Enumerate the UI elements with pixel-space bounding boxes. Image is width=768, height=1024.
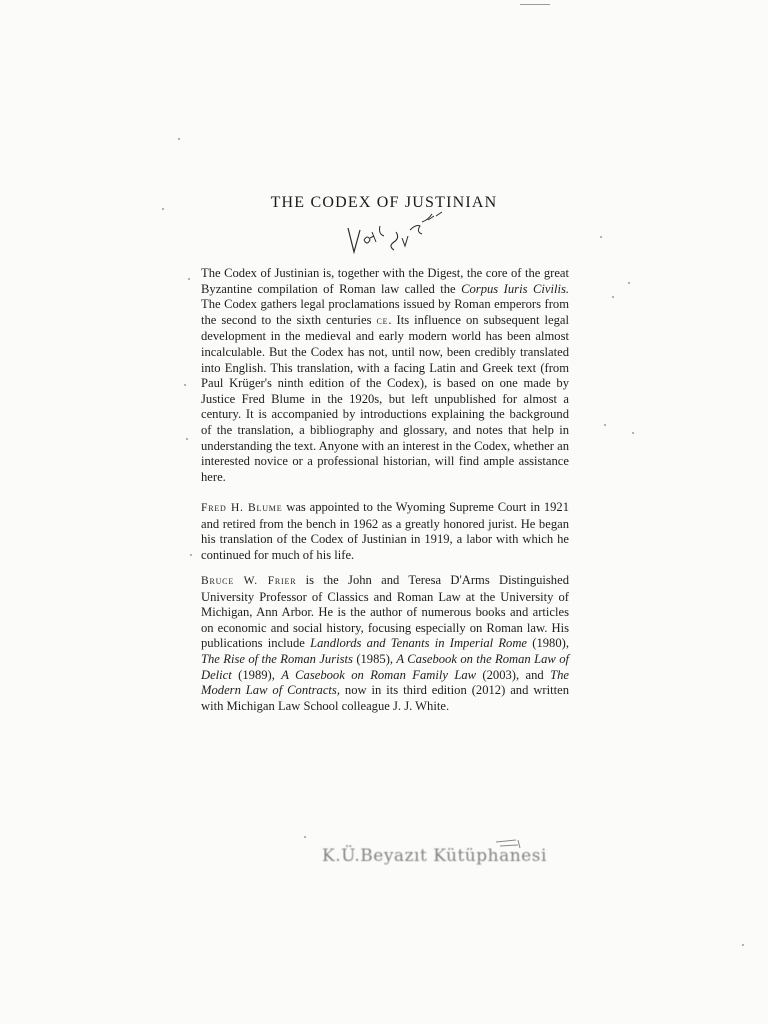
- scan-speck: [600, 236, 602, 238]
- scan-speck: [742, 944, 744, 946]
- author-bio-blume-text: was appointed to the Wyoming Supreme Court in 1921 and retired from the bench in 1962 as a greatly honored jurist. He began his translation of the Codex of Justinian in 1919, a labor with which he continued for much of his life.: [201, 500, 570, 562]
- bio-frier-text-2: (1980),: [527, 636, 569, 651]
- book-title-1: Landlords and Tenants in Imperial Rome: [310, 636, 528, 651]
- description-text-3: . Its influence on subsequent legal development in the medieval and early modern world has been almost incalculable. But the Codex has not, until now, been credibly translated into English. This translation, with a facing Latin and Greek text (from Paul Krüger's ninth edition of the Codex), is based on one made by Justice Fred Blume in the 1920s, but left unpublished for almost a century. It is accompanied by introductions explaining the background of the translation, a bibliography and glossary, and notes that help in understanding the text. Anyone with an interest in the Codex, whether an interested novice or a professional historian, will find ample assistance here.: [201, 312, 569, 484]
- handwritten-annotation: [340, 210, 450, 270]
- scan-edge-mark: [520, 4, 550, 5]
- scan-speck: [178, 138, 180, 140]
- scan-speck: [190, 554, 192, 556]
- era-abbreviation: ce: [376, 314, 389, 327]
- author-bio-frier: [201, 573, 569, 714]
- book-description: [201, 266, 569, 485]
- page-title: THE CODEX OF JUSTINIAN: [270, 194, 498, 211]
- author-name-blume: Fred H. Blume: [201, 502, 283, 514]
- library-stamp: [318, 838, 547, 872]
- book-title-5: The Modern Law of Contracts,: [201, 667, 569, 698]
- author-bio-blume: [201, 500, 569, 563]
- book-title-2: The Rise of the Roman Jurists: [201, 651, 353, 666]
- scan-speck: [612, 296, 614, 298]
- book-title-4: A Casebook on Roman Family Law: [281, 667, 477, 682]
- bio-frier-text-1: is the John and Teresa D'Arms Distinguished University Professor of Classics and Roman Law at the University of Michigan, Ann Arbor. He is the author of numerous books and articles on economic and social history, focusing especially on Roman law. His publications include: [201, 573, 569, 651]
- scan-speck: [184, 384, 186, 386]
- author-name-frier: Bruce W. Frier: [201, 575, 297, 587]
- stamp-text: K.Ü.Beyazıt Kütüphanesi: [322, 846, 547, 866]
- bio-frier-text-5: (2003), and: [476, 667, 551, 682]
- description-text: The Codex of Justinian is, together with the Digest, the core of the great Byzantine compilation of Roman law called the: [201, 266, 569, 296]
- scan-speck: [304, 836, 306, 838]
- scan-speck: [162, 208, 164, 210]
- book-title-3: A Casebook on the Roman Law of Delict: [201, 651, 569, 682]
- description-text-2: The Codex gathers legal proclamations issued by Roman emperors from the second to the sixth centuries: [201, 297, 569, 327]
- scan-speck: [188, 278, 190, 280]
- bio-frier-text-6: now in its third edition (2012) and written with Michigan Law School colleague J. J. White.: [201, 683, 569, 713]
- scan-speck: [632, 432, 634, 434]
- scan-speck: [186, 438, 188, 440]
- scan-speck: [604, 424, 606, 426]
- description-italic: Corpus Iuris Civilis.: [461, 281, 569, 296]
- bio-frier-text-4: (1989),: [231, 667, 282, 682]
- scan-speck: [628, 282, 630, 284]
- bio-frier-text-3: (1985),: [352, 651, 397, 666]
